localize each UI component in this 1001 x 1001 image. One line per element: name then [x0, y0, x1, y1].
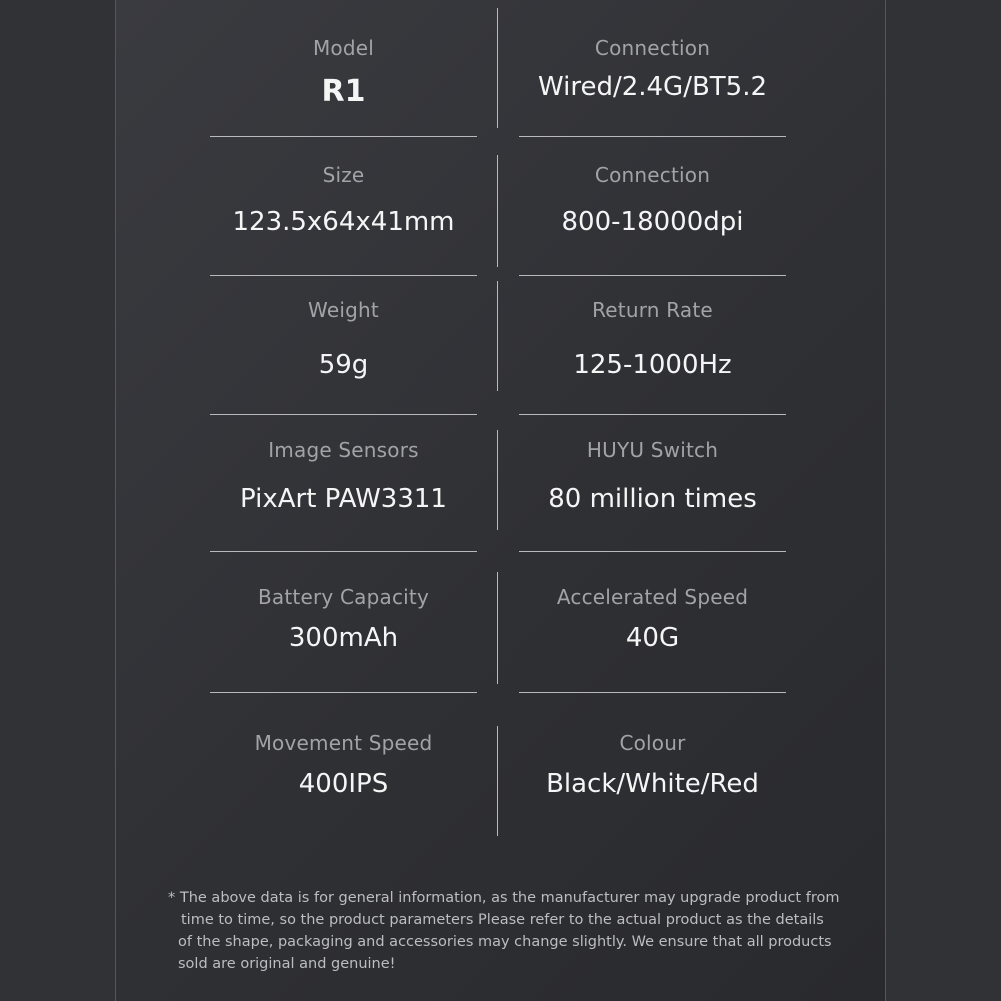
- spec-value: 800-18000dpi: [561, 207, 744, 237]
- column-divider: [497, 281, 498, 391]
- spec-value: Black/White/Red: [546, 769, 759, 799]
- divider: [210, 275, 477, 276]
- spec-cell-colour: [519, 731, 786, 821]
- spec-cell-acceleration: [519, 585, 786, 675]
- spec-value: Wired/2.4G/BT5.2: [537, 72, 768, 102]
- spec-cell-return-rate: [519, 298, 786, 388]
- spec-value: 300mAh: [288, 623, 399, 653]
- spec-value: 59g: [318, 350, 369, 380]
- spec-label: Weight: [308, 298, 379, 322]
- spec-cell-connection: [519, 34, 786, 124]
- spec-label: Connection: [594, 36, 711, 60]
- column-divider: [497, 726, 498, 836]
- spec-value: R1: [321, 74, 366, 109]
- spec-label: Movement Speed: [254, 731, 433, 755]
- disclaimer-note: [168, 887, 848, 975]
- divider: [210, 136, 477, 137]
- spec-value: PixArt PAW3311: [240, 484, 447, 514]
- divider: [519, 275, 786, 276]
- disclaimer-line: time to time, so the product parameters Please refer to the actual product as the details: [181, 912, 824, 928]
- spec-cell-image-sensors: [210, 438, 477, 528]
- divider: [519, 551, 786, 552]
- spec-value: 125-1000Hz: [573, 350, 732, 380]
- column-divider: [497, 8, 498, 128]
- spec-value: 80 million times: [548, 484, 757, 514]
- spec-cell-size: [210, 163, 477, 253]
- spec-cell-model: [210, 34, 477, 124]
- disclaimer-line: sold are original and genuine!: [178, 956, 396, 972]
- divider: [519, 692, 786, 693]
- spec-label: Accelerated Speed: [556, 585, 749, 609]
- divider: [519, 414, 786, 415]
- spec-label: HUYU Switch: [586, 438, 719, 462]
- spec-label: Connection: [594, 163, 711, 187]
- column-divider: [497, 572, 498, 684]
- spec-label: Model: [312, 36, 375, 60]
- spec-cell-movement-speed: [210, 731, 477, 821]
- spec-label: Battery Capacity: [258, 585, 429, 609]
- divider: [210, 692, 477, 693]
- spec-cell-battery: [210, 585, 477, 675]
- column-divider: [497, 155, 498, 267]
- spec-label: Colour: [619, 731, 686, 755]
- spec-label: Return Rate: [592, 298, 713, 322]
- column-divider: [497, 430, 498, 530]
- divider: [519, 136, 786, 137]
- spec-value: 400IPS: [298, 769, 389, 799]
- spec-cell-switch: [519, 438, 786, 528]
- spec-cell-weight: [210, 298, 477, 388]
- divider: [210, 551, 477, 552]
- spec-value: 40G: [625, 623, 680, 653]
- disclaimer-line: * The above data is for general information, as the manufacturer may upgrade product from: [168, 890, 840, 906]
- spec-label: Image Sensors: [268, 438, 419, 462]
- spec-value: 123.5x64x41mm: [232, 207, 455, 237]
- divider: [210, 414, 477, 415]
- spec-cell-dpi: [519, 163, 786, 253]
- disclaimer-line: of the shape, packaging and accessories may change slightly. We ensure that all products: [178, 934, 832, 950]
- spec-label: Size: [322, 163, 365, 187]
